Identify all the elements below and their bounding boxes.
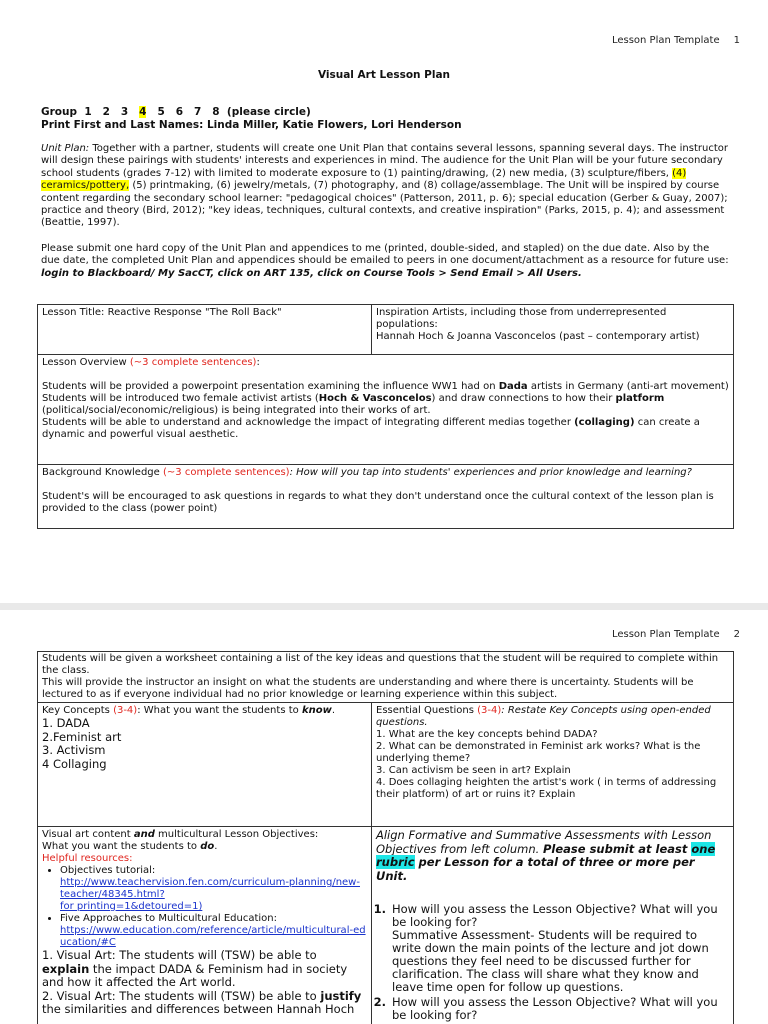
resources-list — [42, 865, 367, 949]
key-concepts-list — [42, 717, 367, 771]
background-text: Student's will be encouraged to ask questions in regards to what they don't understand once the cultural context of the lesson plan is provided to the class (power point) — [42, 491, 714, 514]
unit-plan-label: Unit Plan: — [41, 143, 90, 154]
worksheet-cell: Students will be given a worksheet containing a list of the key ideas and questions that the student will be required to complete within the class. This will provide the instructor an insight on what the students are understanding and where there is uncertainty. Students will be lectured to as if everyone individual had no prior knowledge or learning experience within this subject. — [38, 652, 734, 703]
lesson-table-2 — [37, 651, 734, 1024]
resource-item: • Objectives tutorial: http://www.teachervision.fen.com/curriculum-planning/new-teacher/48345.html? for printing=1&detoured=1) — [60, 865, 367, 913]
key-concept: 1. DADA — [42, 716, 90, 730]
key-concepts-cell: Key Concepts (3-4): What you want the students to know. 1. DADA 2.Feminist art 3. Activism 4 Collaging — [38, 703, 372, 827]
overview-sentence-1: Students will be provided a powerpoint presentation examining the influence WW1 had on Dada artists in Germany (anti-art movement) — [42, 381, 729, 392]
document-title: Visual Art Lesson Plan — [317, 69, 451, 81]
header-title: Lesson Plan Template — [611, 629, 720, 640]
rubric-highlight: one rubric — [376, 841, 716, 869]
objectives-tutorial-link[interactable]: http://www.teachervision.fen.com/curriculum-planning/new-teacher/48345.html? for printing=1&detoured=1) — [60, 877, 360, 912]
essential-question: 1. What are the key concepts behind DADA? — [376, 729, 598, 740]
document-page-2 — [0, 610, 768, 1024]
group-number-8: 8 — [212, 106, 220, 118]
group-number-7: 7 — [194, 106, 202, 118]
page-header — [612, 629, 740, 640]
header-title: Lesson Plan Template — [611, 35, 720, 46]
highlighted-medium: (4) ceramics/pottery, — [41, 167, 687, 192]
group-note: (please circle) — [226, 106, 311, 118]
assessment-item: 1. How will you assess the Lesson Objective? What will you be looking for? Summative Assessment- Students will be required to write down the main points of the lecture and jot down questions they feel need to be discussed further for clarification. The class will share what they know and leave time open for follow up questions. — [390, 903, 729, 994]
group-number-3: 3 — [120, 106, 129, 118]
inspiration-cell: Inspiration Artists, including those from underrepresented populations: Hannah Hoch & Joanna Vasconcelos (past – contemporary artist) — [372, 305, 734, 355]
assessment-item: 2. How will you assess the Lesson Objective? What will you be looking for? — [390, 996, 729, 1022]
lesson-title-cell: Lesson Title: Reactive Response "The Roll Back" — [38, 305, 372, 355]
group-label: Group — [41, 106, 78, 118]
resource-item: • Five Approaches to Multicultural Education: https://www.education.com/reference/article/multicultural-education/#C — [60, 913, 367, 949]
submit-instructions: login to Blackboard/ My SacCT, click on ART 135, click on Course Tools > Send Email > All Users. — [41, 267, 582, 279]
lesson-overview-cell: Lesson Overview (~3 complete sentences): Students will be provided a powerpoint presentation examining the influence WW1 had on Dada artists in Germany (anti-art movement) Students will be introduced two female activist artists (Hoch & Vasconcelos) and draw connections to how their platform (political/social/economic/religious) is being integrated into their works of art. Students will be able to understand and acknowledge the impact of integrating different medias together (collaging) can create a dynamic and powerful visual aesthetic. — [38, 355, 734, 465]
group-number-5: 5 — [157, 106, 165, 118]
overview-sentence-3: Students will be able to understand and acknowledge the impact of integrating different medias together (collaging) can create a dynamic and powerful visual aesthetic. — [42, 417, 700, 440]
helpful-resources-label: Helpful resources: — [42, 853, 133, 864]
key-concept: 2.Feminist art — [42, 729, 122, 744]
overview-sentence-2: Students will be introduced two female activist artists (Hoch & Vasconcelos) and draw connections to how their platform (political/social/economic/religious) is being integrated into their works of art. — [42, 393, 665, 416]
objective-2: 2. Visual Art: The students will (TSW) be able to justify the similarities and differences between Hannah Hoch — [42, 988, 362, 1016]
names-line: Print First and Last Names: Linda Miller, Katie Flowers, Lori Henderson — [41, 119, 462, 131]
essential-question: 2. What can be demonstrated in Feminist ark works? What is the underlying theme? — [376, 741, 701, 764]
page-header — [612, 35, 740, 46]
lesson-table-1 — [37, 304, 734, 529]
key-concept: 3. Activism — [42, 743, 106, 757]
page-number: 2 — [733, 629, 740, 640]
group-line — [41, 106, 731, 118]
page-number: 1 — [733, 35, 740, 46]
group-number-6: 6 — [175, 106, 184, 118]
group-number-2: 2 — [102, 106, 110, 118]
group-number-1: 1 — [84, 106, 92, 118]
group-number-selected: 4 — [139, 106, 147, 118]
unit-plan-paragraph: Unit Plan: Together with a partner, students will create one Unit Plan that contains several lessons, spanning several days. The instructor will design these pairings with students' interests and experiences in mind. The audience for the Unit Plan will be your future secondary school students (grades 7-12) with limited to moderate exposure to (1) painting/drawing, (2) new media, (3) sculpture/fibers, (4) ceramics/pottery, (5) printmaking, (6) jewelry/metals, (7) photography, and (8) collage/assemblage. The Unit will be inspired by course content regarding the secondary school learner: "pedagogical choices" (Patterson, 2011, p. 6); special education (Gerber & Guay, 2007); practice and theory (Bird, 2012); "key ideas, techniques, cultural contexts, and creative inspiration" (Parks, 2015, p. 4); and assessment (Beattie, 1997). — [41, 143, 728, 229]
submit-paragraph: Please submit one hard copy of the Unit Plan and appendices to me (printed, double-sided, and stapled) on the due date. Also by the due date, the completed Unit Plan and appendices should be emailed to peers in one document/attachment as a resource for future use: login to Blackboard/ My SacCT, click on ART 135, click on Course Tools > Send Email > All Users. — [41, 243, 729, 279]
key-concept: 4 Collaging — [42, 756, 107, 771]
assessment-instructions: Align Formative and Summative Assessments with Lesson Objectives from left column. Please submit at least one rubric per Lesson for a total of three or more per Unit. — [376, 828, 716, 883]
essential-question: 4. Does collaging heighten the artist's work ( in terms of addressing their platform) of art or ruins it? Explain — [376, 777, 717, 800]
multicultural-education-link[interactable]: https://www.education.com/reference/article/multicultural-education/#C — [60, 925, 366, 948]
essential-questions-cell: Essential Questions (3-4): Restate Key Concepts using open-ended questions. 1. What are the key concepts behind DADA? 2. What can be demonstrated in Feminist ark works? What is the underlying theme? 3. Can activism be seen in art? Explain 4. Does collaging heighten the artist's work ( in terms of addressing their platform) of art or ruins it? Explain — [372, 703, 734, 827]
assessment-list — [376, 903, 729, 1022]
objectives-cell: Visual art content and multicultural Lesson Objectives: What you want the students to do. Helpful resources: • Objectives tutorial: http://www.teachervision.fen.com/curriculum-planning/new-teacher/48345.html? for printing=1&detoured=1) • Five Approaches to Multicultural Education: https://www.education.com/reference/article/multicultural-education/#C 1. Visual Art: The students will (TSW) be able to explain the impact DADA & Feminism had in society and how it affected the Art world. 2. Visual Art: The students will (TSW) be able to justify the similarities and differences between Hannah Hoch — [38, 827, 372, 1024]
objective-1: 1. Visual Art: The students will (TSW) be able to explain the impact DADA & Feminism had in society and how it affected the Art world. — [42, 948, 348, 989]
essential-question: 3. Can activism be seen in art? Explain — [376, 765, 571, 776]
assessments-cell — [372, 827, 734, 1024]
background-knowledge-cell: Background Knowledge (~3 complete sentences): How will you tap into students' experiences and prior knowledge and learning? Student's will be encouraged to ask questions in regards to what they don't understand once the cultural context of the lesson plan is provided to the class (power point) — [38, 465, 734, 529]
